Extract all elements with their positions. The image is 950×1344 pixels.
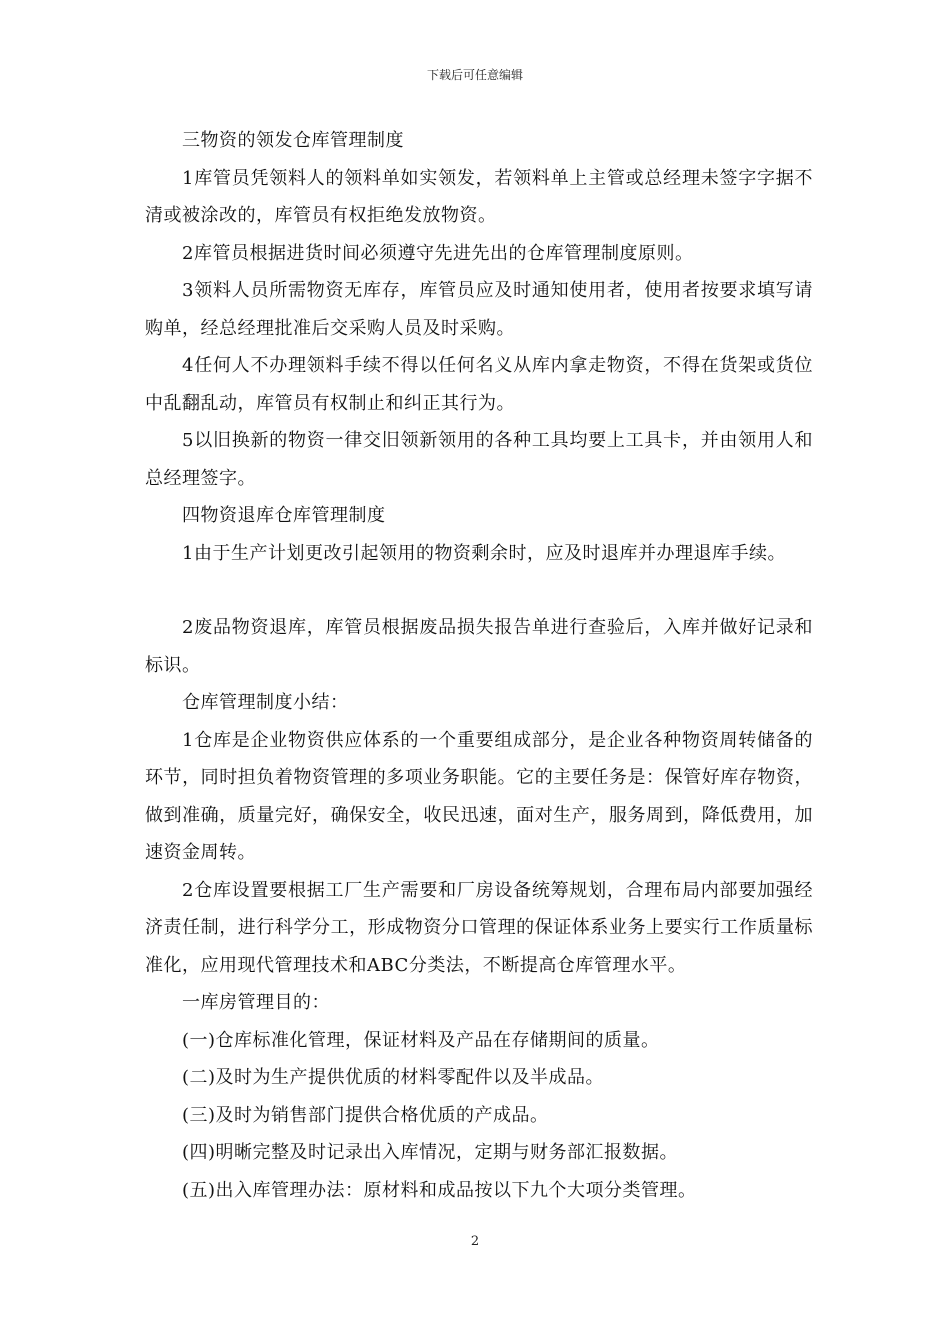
- document-body: [145, 122, 813, 1209]
- paragraph: 2废品物资退库，库管员根据废品损失报告单进行查验后，入库并做好记录和标识。: [145, 617, 813, 676]
- paragraph: 1仓库是企业物资供应体系的一个重要组成部分，是企业各种物资周转储备的环节，同时担负着物资管理的多项业务职能。它的主要任务是：保管好库存物资，做到准确，质量完好，确保安全，收民迅速，面对生产，服务周到，降低费用，加速资金周转。: [145, 729, 813, 863]
- paragraph: 1库管员凭领料人的领料单如实领发，若领料单上主管或总经理未签字字据不清或被涂改的，库管员有权拒绝发放物资。: [145, 167, 813, 226]
- section-heading-purpose: 一库房管理目的：: [182, 992, 330, 1013]
- paragraph: 1由于生产计划更改引起领用的物资剩余时，应及时退库并办理退库手续。: [182, 542, 786, 564]
- list-item: (五)出入库管理办法：原材料和成品按以下九个大项分类管理。: [182, 1179, 697, 1201]
- paragraph: 2库管员根据进货时间必须遵守先进先出的仓库管理制度原则。: [182, 242, 694, 264]
- blank-line: [145, 572, 813, 609]
- list-item: (二)及时为生产提供优质的材料零配件以及半成品。: [182, 1067, 605, 1088]
- section-heading-material-issue: 三物资的领发仓库管理制度: [182, 130, 404, 151]
- list-item: (三)及时为销售部门提供合格优质的产成品。: [182, 1104, 549, 1126]
- section-heading-material-return: 四物资退库仓库管理制度: [182, 505, 386, 526]
- paragraph: 5以旧换新的物资一律交旧领新领用的各种工具均要上工具卡，并由领用人和总经理签字。: [145, 430, 813, 489]
- paragraph: 4任何人不办理领料手续不得以任何名义从库内拿走物资，不得在货架或货位中乱翻乱动，库管员有权制止和纠正其行为。: [145, 355, 813, 414]
- page-header: 下载后可任意编辑: [426, 68, 523, 82]
- list-item: (四)明晰完整及时记录出入库情况，定期与财务部汇报数据。: [182, 1142, 679, 1163]
- list-item: (一)仓库标准化管理，保证材料及产品在存储期间的质量。: [182, 1029, 660, 1051]
- section-heading-summary: 仓库管理制度小结：: [182, 692, 349, 713]
- paragraph: 3领料人员所需物资无库存，库管员应及时通知使用者，使用者按要求填写请购单，经总经理批准后交采购人员及时采购。: [145, 280, 813, 339]
- page-number: 2: [470, 1234, 480, 1249]
- paragraph: 2仓库设置要根据工厂生产需要和厂房设备统筹规划，合理布局内部要加强经济责任制，进行科学分工，形成物资分口管理的保证体系业务上要实行工作质量标准化，应用现代管理技术和ABC分类法，不断提高仓库管理水平。: [145, 879, 813, 976]
